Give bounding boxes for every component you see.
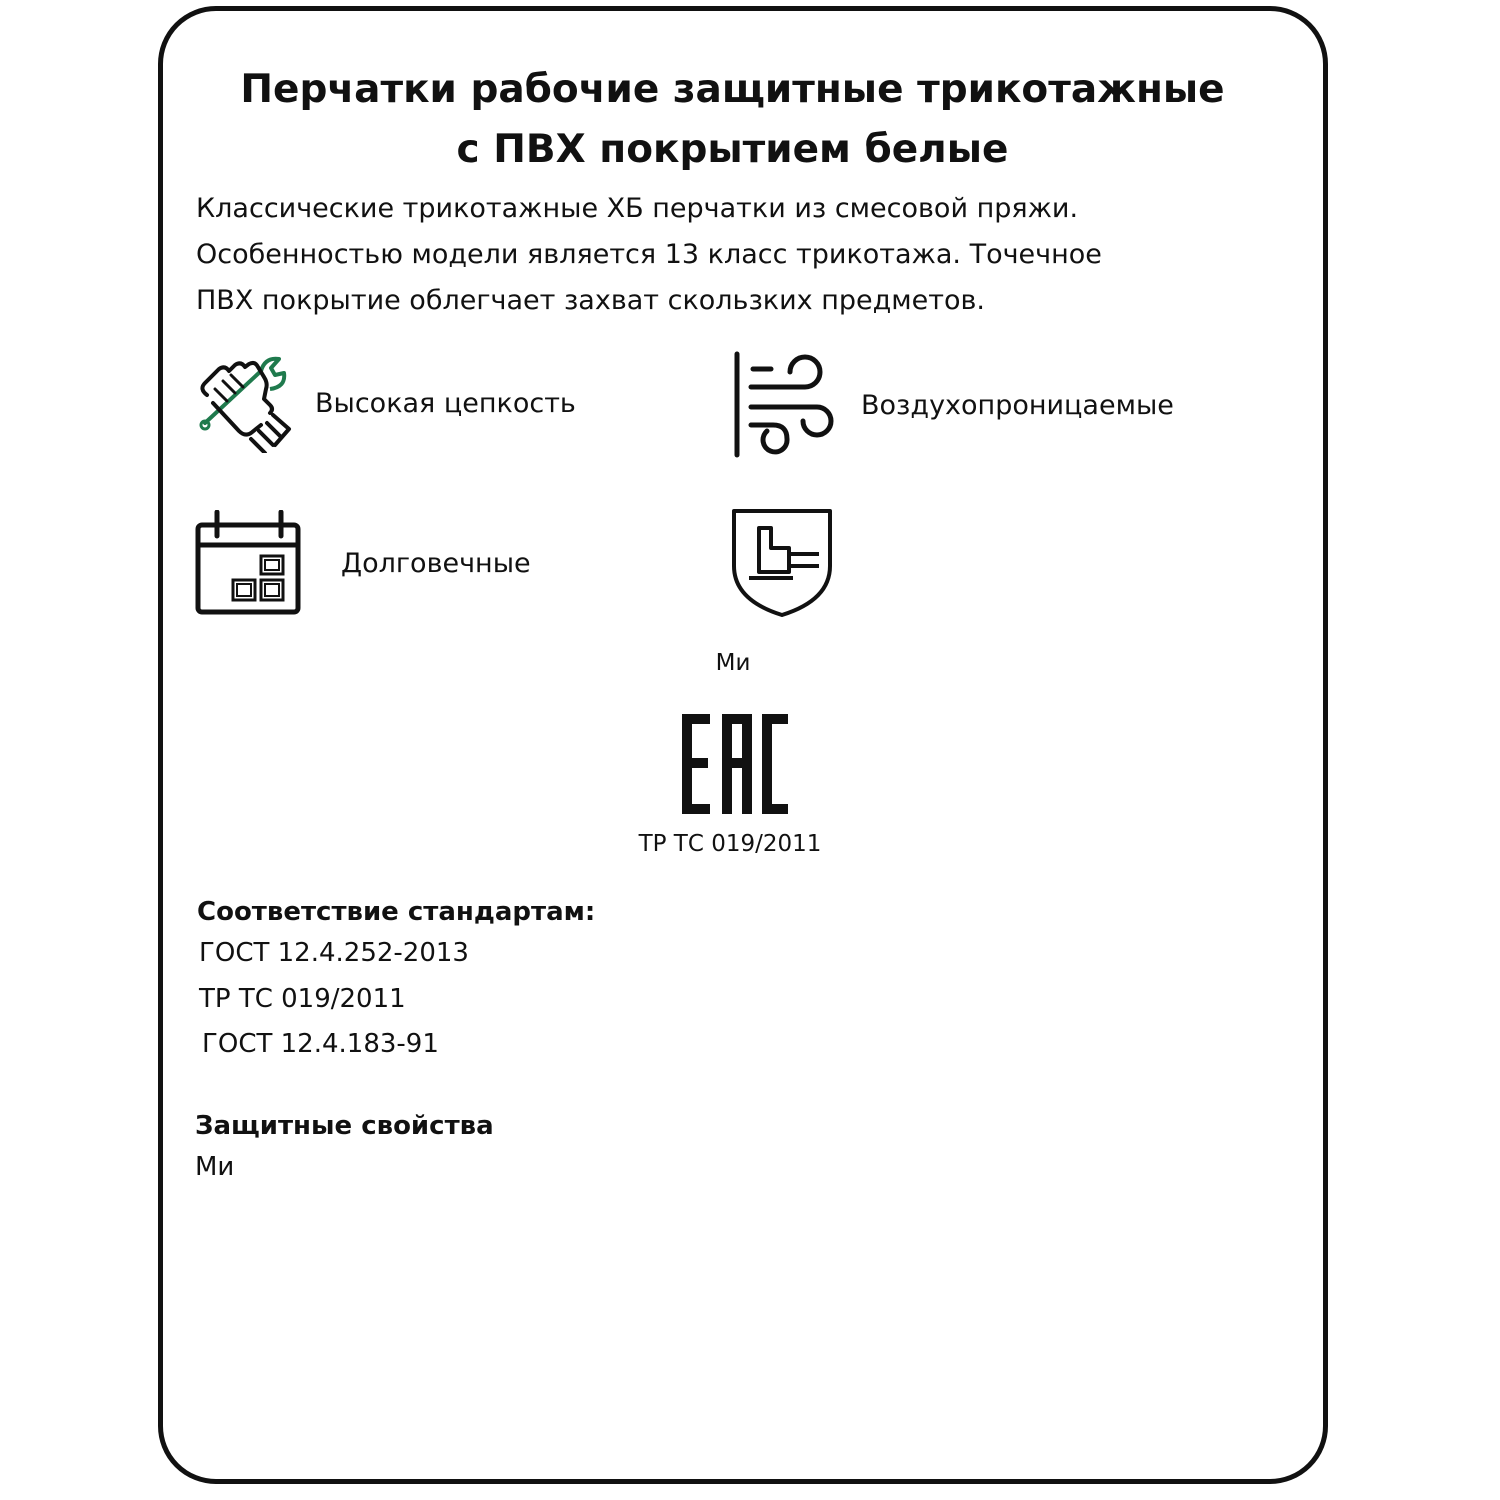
feature-protection — [731, 508, 833, 618]
calendar-icon — [195, 510, 303, 616]
standard-item: ГОСТ 12.4.252-2013 — [199, 938, 469, 968]
standard-item: ТР ТС 019/2011 — [199, 983, 406, 1014]
feature-grip-label: Высокая цепкость — [315, 387, 576, 419]
protective-properties-value: Ми — [195, 1152, 235, 1182]
feature-durable-label: Долговечные — [341, 547, 531, 579]
protective-properties-heading: Защитные свойства — [195, 1111, 494, 1141]
air-flow-icon — [731, 351, 839, 459]
feature-breathable — [731, 351, 1174, 459]
standards-heading: Соответствие стандартам: — [197, 897, 596, 927]
gloved-hand-wrench-icon — [193, 353, 295, 453]
eac-caption: ТР ТС 019/2011 — [638, 831, 822, 857]
feature-breathable-label: Воздухопроницаемые — [861, 389, 1174, 421]
description-line-3: ПВХ покрытие облегчает захват скользких предметов. — [196, 285, 986, 316]
protection-shield-caption: Ми — [715, 650, 751, 676]
description-line-2: Особенностью модели является 13 класс трикотажа. Точечное — [196, 239, 1102, 270]
standards-list — [197, 931, 595, 1068]
description-line-1: Классические трикотажные ХБ перчатки из смесовой пряжи. — [196, 193, 1079, 224]
standards-section — [197, 893, 595, 1068]
title-line-1: Перчатки рабочие защитные трикотажные — [240, 67, 1225, 112]
feature-durable — [195, 510, 531, 616]
product-description — [196, 186, 1296, 324]
title-line-2: с ПВХ покрытием белые — [456, 127, 1009, 172]
product-title — [195, 60, 1270, 180]
standard-item: ГОСТ 12.4.183-91 — [202, 1029, 439, 1059]
protection-shield-icon — [731, 508, 833, 618]
feature-grip — [193, 353, 576, 453]
eac-logo — [678, 712, 790, 820]
protective-properties-section — [195, 1107, 494, 1189]
